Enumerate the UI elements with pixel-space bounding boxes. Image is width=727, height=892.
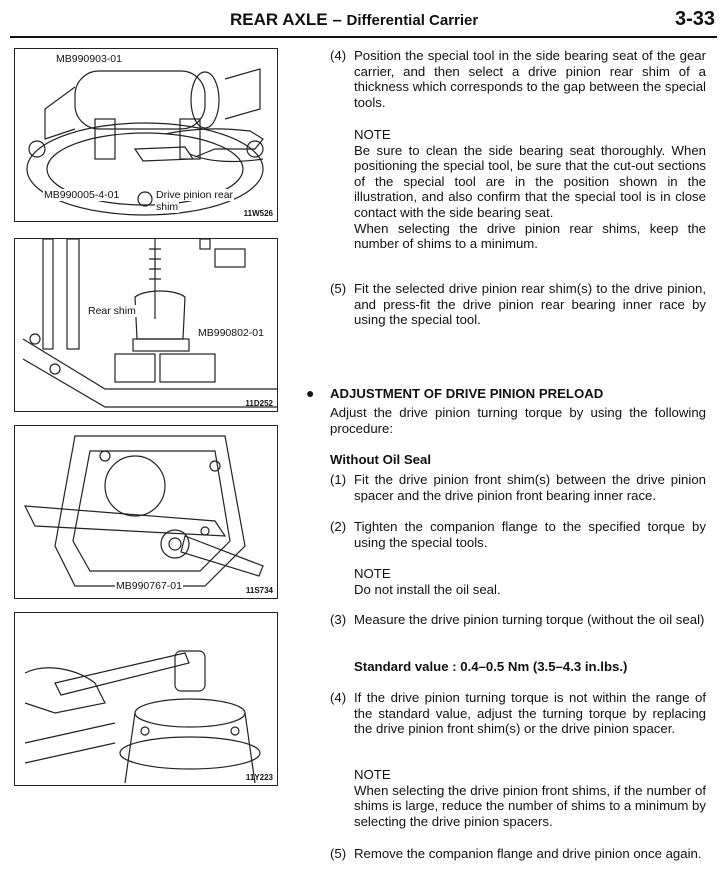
step-number: (4)	[330, 690, 347, 705]
step-text: If the drive pinion turning torque is not within the range of the standard value, adjust the turning torque by replacing the drive pinion front shim(s) or the drive pinion spacer.	[354, 690, 706, 737]
section-intro: Adjust the drive pinion turning torque by using the following procedure:	[330, 405, 706, 436]
label-tool-mb990903: MB990903-01	[56, 53, 122, 65]
step-number: (3)	[330, 612, 347, 627]
note-front-shims	[354, 767, 706, 829]
step-3	[330, 612, 706, 628]
note-text: Do not install the oil seal.	[354, 581, 501, 597]
step-text: Position the special tool in the side bearing seat of the gear carrier, and then select a drive pinion rear shim of a thickness which corresponds to the gap between the special tools.	[354, 48, 706, 110]
step-text: Fit the selected drive pinion rear shim(s) to the drive pinion, and press-fit the drive pinion rear bearing inner race by using the special tool.	[354, 281, 706, 328]
label-drive-pinion-rear: Drive pinion rear	[156, 189, 234, 201]
step-1	[330, 472, 706, 503]
note-oil-seal	[354, 566, 706, 597]
label-tool-mb990767: MB990767-01	[116, 580, 182, 592]
page-header	[0, 0, 727, 42]
figure-code: 11S734	[245, 586, 273, 595]
label-tool-mb990802: MB990802-01	[198, 327, 264, 339]
header-rule	[10, 36, 717, 38]
step-5	[330, 846, 706, 862]
label-shim: shim	[156, 201, 179, 213]
step-4	[330, 690, 706, 737]
label-rear-shim: Rear shim	[88, 305, 136, 317]
step-top-5	[330, 281, 706, 328]
note-heading: NOTE	[354, 127, 391, 142]
illustration-press	[15, 239, 277, 411]
figure-tighten-flange	[14, 425, 278, 599]
note-heading: NOTE	[354, 767, 391, 782]
note-paragraph-1: Be sure to clean the side bearing seat thoroughly. When positioning the special tool, be sure that the cut-out sections of the special tool are in the position shown in the illustration, and also confirm that the special tool is in close contact with the side bearing seat.	[354, 142, 706, 220]
page-title	[230, 10, 478, 30]
note-heading: NOTE	[354, 566, 391, 581]
illustration-flange-torque	[15, 426, 277, 598]
note-paragraph-2: When selecting the drive pinion rear shims, keep the number of shims to a minimum.	[354, 220, 706, 252]
figure-shim-selection	[14, 48, 278, 222]
step-text: Tighten the companion flange to the specified torque by using the special tools.	[354, 519, 706, 550]
section-title: ADJUSTMENT OF DRIVE PINION PRELOAD	[330, 386, 604, 401]
title-sub: Differential Carrier	[346, 12, 479, 29]
figure-code: 11D252	[245, 399, 273, 408]
step-top-4	[330, 48, 706, 110]
step-text: Measure the drive pinion turning torque (without the oil seal)	[354, 612, 705, 627]
step-2	[330, 519, 706, 550]
step-number: (1)	[330, 472, 347, 487]
title-main: REAR AXLE	[230, 10, 328, 29]
note-text: When selecting the drive pinion front shims, if the number of shims is large, reduce the number of shims to a minimum by selecting the drive pinion spacers.	[354, 782, 706, 829]
label-tool-mb990005: MB990005-4-01	[44, 189, 120, 201]
figure-measure-torque	[14, 612, 278, 786]
section-bullet: ●	[306, 385, 315, 401]
step-number: (2)	[330, 519, 347, 534]
note-side-bearing	[354, 127, 706, 252]
title-separator: –	[327, 10, 347, 29]
page-number: 3-33	[674, 8, 715, 30]
step-text: Fit the drive pinion front shim(s) between the drive pinion spacer and the drive pinion front bearing inner race.	[354, 472, 706, 503]
illustration-torque-measure	[15, 613, 277, 785]
figure-press-fit	[14, 238, 278, 412]
step-text: Remove the companion flange and drive pinion once again.	[354, 846, 702, 861]
step-number: (4)	[330, 48, 347, 63]
step-number: (5)	[330, 846, 347, 861]
figure-code: 11W526	[243, 209, 273, 218]
step-number: (5)	[330, 281, 347, 296]
subheading-without-oil-seal: Without Oil Seal	[330, 452, 431, 467]
standard-value: Standard value : 0.4–0.5 Nm (3.5–4.3 in.lbs.)	[354, 659, 628, 674]
figure-code: 11Y223	[245, 773, 273, 782]
